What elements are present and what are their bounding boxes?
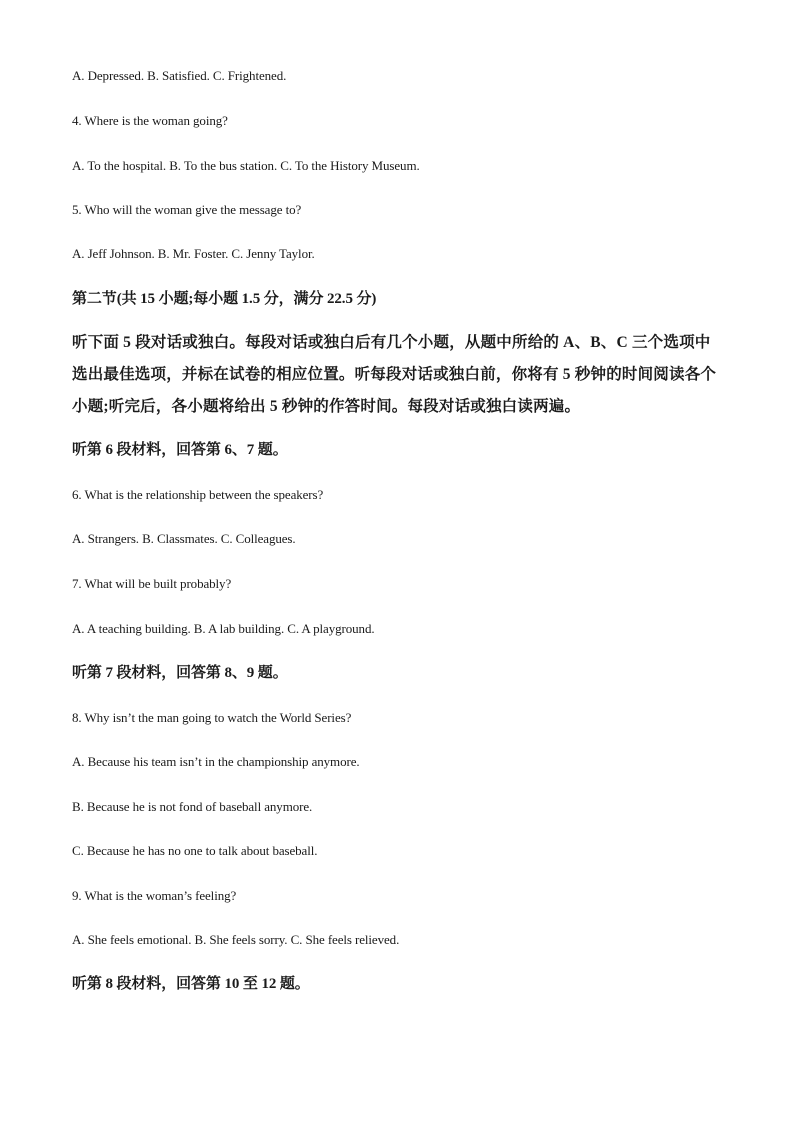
q5-options: A. Jeff Johnson. B. Mr. Foster. C. Jenny Taylor. — [72, 246, 315, 261]
q8-option-c: C. Because he has no one to talk about baseball. — [72, 843, 318, 858]
q9-question: 9. What is the woman’s feeling? — [72, 888, 237, 903]
material8-heading: 听第 8 段材料，回答第 10 至 12 题。 — [72, 976, 310, 992]
section2-instructions: 听下面 5 段对话或独白。每段对话或独白后有几个小题，从题中所给的 A、B、C 三个选项中选出最佳选项，并标在试卷的相应位置。听每段对话或独白前，你将有 5 秒钟的时间阅读各个小题;听完后，各小题将给出 5 秒钟的作答时间。每段对话或独白读两遍。 — [72, 334, 717, 415]
q7-options: A. A teaching building. B. A lab building. C. A playground. — [72, 621, 375, 636]
q4-question: 4. Where is the woman going? — [72, 113, 228, 128]
q5-question: 5. Who will the woman give the message to? — [72, 202, 302, 217]
q7-question: 7. What will be built probably? — [72, 576, 232, 591]
q3-options: A. Depressed. B. Satisfied. C. Frightened. — [72, 68, 287, 83]
material6-heading: 听第 6 段材料，回答第 6、7 题。 — [72, 442, 288, 458]
q8-question: 8. Why isn’t the man going to watch the World Series? — [72, 710, 352, 725]
material7-heading: 听第 7 段材料，回答第 8、9 题。 — [72, 665, 288, 681]
q8-option-a: A. Because his team isn’t in the championship anymore. — [72, 754, 360, 769]
q6-options: A. Strangers. B. Classmates. C. Colleagues. — [72, 531, 296, 546]
q6-question: 6. What is the relationship between the speakers? — [72, 487, 324, 502]
section2-heading: 第二节(共 15 小题;每小题 1.5 分，满分 22.5 分) — [72, 291, 377, 307]
q4-options: A. To the hospital. B. To the bus station. C. To the History Museum. — [72, 158, 420, 173]
q9-options: A. She feels emotional. B. She feels sorry. C. She feels relieved. — [72, 932, 400, 947]
q8-option-b: B. Because he is not fond of baseball anymore. — [72, 799, 313, 814]
